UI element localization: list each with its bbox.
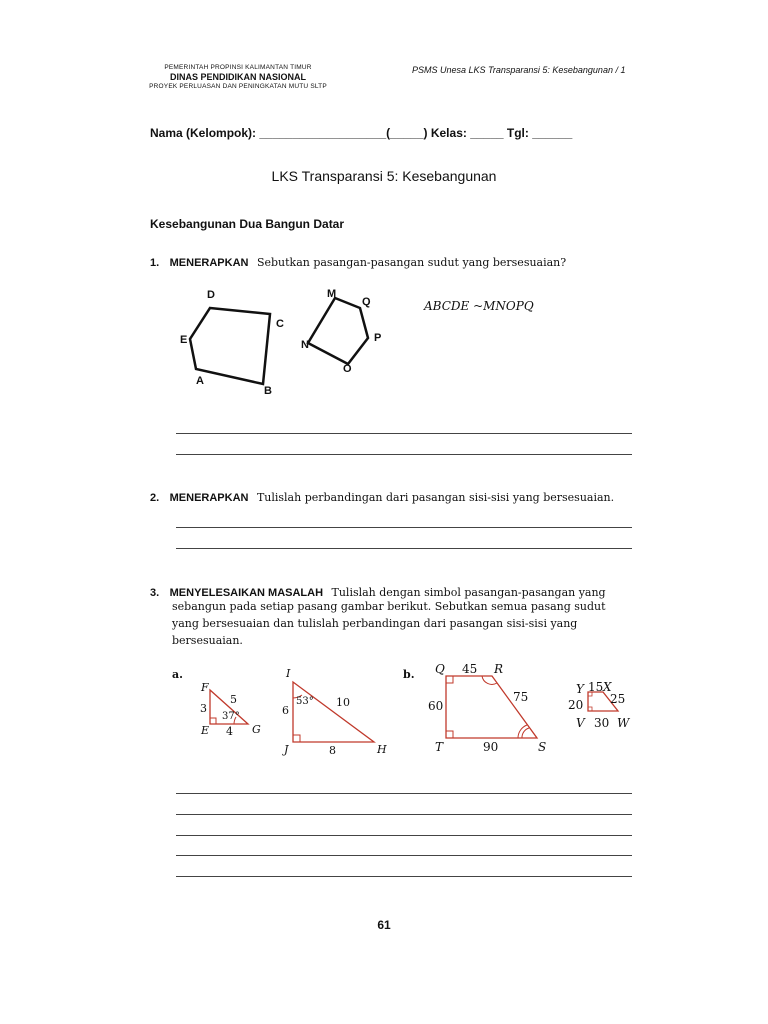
vertex-label: C — [276, 318, 284, 330]
question-text-line: yang bersesuaian dan tulislah perbandingan dari pasangan sisi-sisi yang — [172, 617, 578, 630]
vertex-label: Q — [362, 296, 371, 308]
answer-line — [176, 876, 632, 877]
page-number: 61 — [377, 918, 391, 932]
right-angle-mark — [446, 676, 453, 683]
header-department: DINAS PENDIDIKAN NASIONAL — [169, 72, 306, 82]
answer-line — [176, 835, 632, 836]
question-label: MENERAPKAN — [169, 257, 249, 269]
side-label: 5 — [230, 693, 237, 706]
answer-line — [176, 454, 632, 455]
side-label: 90 — [483, 740, 499, 754]
side-label: 45 — [462, 662, 478, 676]
vertex-label: W — [617, 716, 630, 730]
trapezoid-qrst — [446, 676, 537, 738]
side-label: 60 — [428, 699, 444, 713]
angle-label: 53° — [296, 696, 314, 707]
question-number: 2. — [150, 492, 160, 504]
question-text: Tulislah perbandingan dari pasangan sisi-sisi yang bersesuaian. — [256, 491, 615, 504]
question-number: 1. — [150, 257, 160, 269]
right-angle-mark — [446, 731, 453, 738]
side-label: 20 — [568, 698, 584, 712]
answer-line — [176, 433, 632, 434]
figure-label: b. — [403, 668, 415, 681]
vertex-label: I — [286, 667, 291, 680]
vertex-label: J — [284, 743, 289, 756]
pentagon-abcde — [190, 308, 270, 384]
answer-line — [176, 793, 632, 794]
answer-line — [176, 548, 632, 549]
question-text: Tulislah dengan simbol pasangan-pasangan yang — [331, 586, 606, 599]
vertex-label: B — [264, 385, 272, 397]
side-label: 6 — [282, 704, 289, 717]
side-label: 3 — [200, 702, 207, 715]
vertex-label: G — [252, 723, 261, 736]
side-label: 10 — [336, 696, 350, 709]
side-label: 8 — [329, 744, 336, 757]
side-label: 30 — [594, 716, 610, 730]
header-government: PEMERINTAH PROPINSI KALIMANTAN TIMUR — [164, 64, 312, 71]
right-angle-mark — [210, 718, 216, 724]
question-text-line: sebangun pada setiap pasang gambar berikut. Sebutkan semua pasang sudut — [172, 600, 606, 613]
answer-line — [176, 855, 632, 856]
page-title: LKS Transparansi 5: Kesebangunan — [271, 168, 497, 184]
vertex-label: D — [207, 289, 215, 301]
answer-line — [176, 814, 632, 815]
vertex-label: X — [603, 680, 612, 694]
vertex-label: E — [201, 724, 210, 737]
vertex-label: O — [343, 363, 352, 375]
vertex-label: A — [196, 375, 204, 387]
side-label: 25 — [610, 692, 626, 706]
name-class-date-line: Nama (Kelompok): ___________________(_____) Kelas: _____ Tgl: ______ — [150, 126, 573, 140]
vertex-label: H — [377, 743, 387, 756]
triangle-ijh — [293, 682, 374, 742]
side-label: 75 — [513, 690, 529, 704]
question-label: MENERAPKAN — [169, 492, 249, 504]
vertex-label: Q — [435, 662, 445, 676]
right-angle-mark — [293, 735, 300, 742]
similarity-statement: ABCDE ~MNOPQ — [424, 299, 534, 313]
vertex-label: Y — [576, 682, 584, 696]
side-label: 4 — [226, 725, 233, 738]
vertex-label: F — [201, 681, 209, 694]
question-text: Sebutkan pasangan-pasangan sudut yang bersesuaian? — [256, 256, 567, 269]
section-subtitle: Kesebangunan Dua Bangun Datar — [150, 217, 345, 231]
question-number: 3. — [150, 587, 160, 599]
vertex-label: M — [327, 288, 337, 300]
figure-label: a. — [172, 668, 183, 681]
vertex-label: R — [494, 662, 504, 676]
angle-label: 37° — [222, 711, 240, 722]
question-text-line: bersesuaian. — [172, 634, 243, 647]
side-label: 15 — [588, 680, 604, 694]
answer-line — [176, 527, 632, 528]
question-label: MENYELESAIKAN MASALAH — [169, 587, 324, 599]
angle-arc — [522, 728, 529, 738]
vertex-label: N — [301, 339, 309, 351]
vertex-label: P — [374, 332, 382, 344]
pentagon-mnopq — [308, 298, 368, 364]
vertex-label: S — [538, 740, 547, 754]
vertex-label: T — [435, 740, 444, 754]
question-2 — [150, 488, 614, 506]
header-project: PROYEK PERLUASAN DAN PENINGKATAN MUTU SLTP — [149, 83, 327, 90]
header-right: PSMS Unesa LKS Transparansi 5: Kesebangunan / 1 — [412, 65, 626, 75]
question-1 — [150, 253, 566, 271]
vertex-label: E — [180, 334, 188, 346]
vertex-label: V — [576, 716, 585, 730]
